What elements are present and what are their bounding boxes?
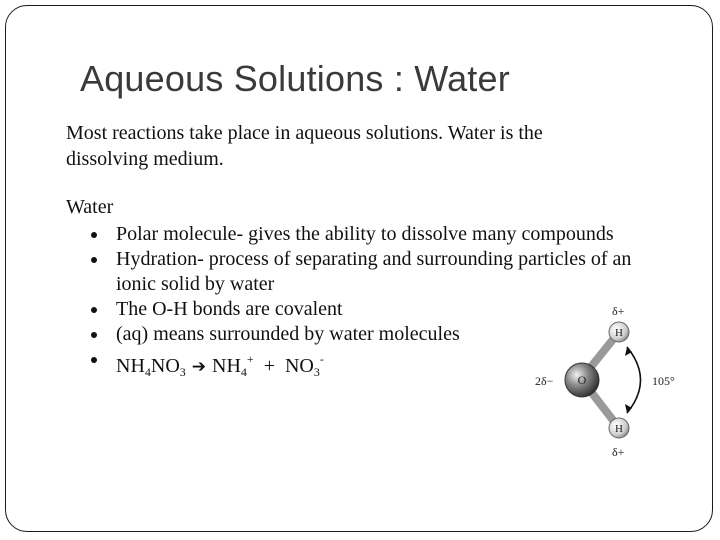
section-heading: Water xyxy=(66,196,114,218)
plus-sign: + xyxy=(263,355,275,377)
water-molecule-diagram xyxy=(530,300,680,465)
bullet-item: The O-H bonds are covalent xyxy=(88,297,668,322)
bottom-partial-charge: δ+ xyxy=(612,445,625,459)
oxygen-partial-charge: 2δ− xyxy=(535,374,554,388)
ammonium-ion: $NH_4^+$ xyxy=(212,352,254,379)
bullet-item: Hydration- process of separating and surrounding particles of an ionic solid by water xyxy=(88,247,668,297)
bottom-hydrogen-label: H xyxy=(615,423,623,435)
nitrate-ion: $NO_3^-$ xyxy=(284,352,324,379)
intro-paragraph: Most reactions take place in aqueous solutions. Water is the dissolving medium. xyxy=(66,122,543,170)
bond-angle-label: 105° xyxy=(652,374,675,388)
reactant-formula: $NH_4NO_3$ xyxy=(116,355,186,379)
oxygen-label: O xyxy=(577,373,587,387)
slide-title: Aqueous Solutions : Water xyxy=(80,58,510,99)
top-hydrogen-label: H xyxy=(615,327,623,339)
reaction-arrow-icon: ➔ xyxy=(191,357,207,377)
angle-arc xyxy=(627,347,641,413)
bullet-item: Polar molecule- gives the ability to dissolve many compounds xyxy=(88,222,668,247)
bullet-item: (aq) means surrounded by water molecules xyxy=(88,322,668,347)
top-partial-charge: δ+ xyxy=(612,304,625,318)
